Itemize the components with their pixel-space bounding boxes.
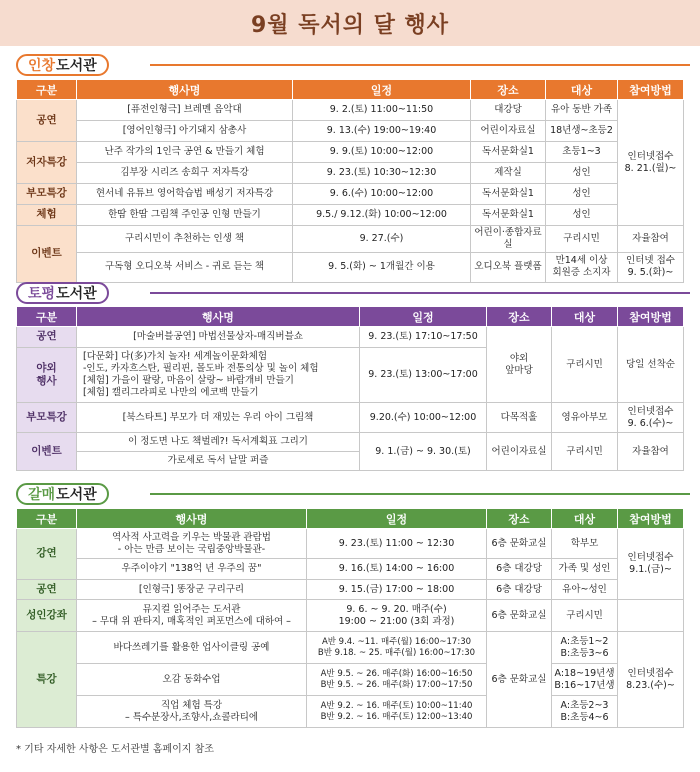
event-target: A:초등2~3 B:초등4~6 — [552, 696, 618, 728]
event-target: 만14세 이상 회원증 소지자 — [546, 252, 618, 282]
event-name: 한땀 한땀 그림책 주인공 인형 만들기 — [77, 205, 293, 226]
footnote: * 기타 자세한 사항은 도서관별 홈페이지 참조 — [16, 744, 214, 755]
table-header-row — [17, 509, 684, 529]
event-date: 9. 1.(금) ~ 9. 30.(토) — [360, 433, 487, 471]
event-place: 6층 대강당 — [487, 559, 552, 580]
event-date: 9. 23.(토) 11:00 ~ 12:30 — [307, 529, 487, 559]
event-target: 구리시민 — [552, 433, 618, 471]
event-target: 성인 — [546, 184, 618, 205]
table-row — [17, 403, 684, 433]
header-date: 일정 — [307, 509, 487, 529]
category-cell: 공연 — [17, 580, 77, 600]
event-date: 9. 16.(토) 14:00 ~ 16:00 — [307, 559, 487, 580]
library-name-highlight: 토평 — [28, 286, 56, 302]
event-method: 자율참여 — [618, 433, 684, 471]
table-row — [17, 205, 684, 226]
table-header-row — [17, 80, 684, 100]
event-name: [마술버블공연] 마법선물상자-매직버블쇼 — [77, 327, 360, 348]
header-event: 행사명 — [77, 80, 293, 100]
event-name: [인형극] 똥장군 구리구리 — [77, 580, 307, 600]
event-date: 9. 23.(토) 17:10~17:50 — [360, 327, 487, 348]
event-name: 바다쓰레기를 활용한 업사이클링 공예 — [77, 632, 307, 664]
event-date: 9. 6. ~ 9. 20. 매주(수) 19:00 ~ 21:00 (3회 과정) — [307, 600, 487, 632]
event-date: A반 9.4. ~11. 매주(월) 16:00~17:30 B반 9.18. ~ 25. 매주(월) 16:00~17:30 — [307, 632, 487, 664]
event-place: 독서문화실1 — [471, 205, 546, 226]
header-category: 구분 — [17, 80, 77, 100]
event-target: A:18~19년생 B:16~17년생 — [552, 664, 618, 696]
header-category: 구분 — [17, 509, 77, 529]
event-place: 야외 앞마당 — [487, 327, 552, 403]
event-target: 구리시민 — [546, 226, 618, 253]
event-name: 오감 동화수업 — [77, 664, 307, 696]
event-target: 유아 동반 가족 — [546, 100, 618, 121]
category-cell: 성인강좌 — [17, 600, 77, 632]
event-place: 독서문화실1 — [471, 184, 546, 205]
header-date: 일정 — [360, 307, 487, 327]
event-name: [퓨전인형극] 브레멘 음악대 — [77, 100, 293, 121]
event-target: 구리시민 — [552, 327, 618, 403]
event-date: 9. 13.(수) 19:00~19:40 — [293, 121, 471, 142]
page-title: 9월 독서의 달 행사 — [250, 12, 450, 38]
event-name: 이 정도면 나도 책벌레?! 독서계획표 그리기 — [77, 433, 360, 452]
event-date: 9. 2.(토) 11:00~11:50 — [293, 100, 471, 121]
event-date: 9.20.(수) 10:00~12:00 — [360, 403, 487, 433]
table-row — [17, 184, 684, 205]
event-target: 학부모 — [552, 529, 618, 559]
category-cell: 저자특강 — [17, 142, 77, 184]
event-date: 9. 23.(토) 13:00~17:00 — [360, 348, 487, 403]
event-target: 가족 및 성인 — [552, 559, 618, 580]
event-place: 6층 대강당 — [487, 580, 552, 600]
event-name: 우주이야기 "138억 년 우주의 꿈" — [77, 559, 307, 580]
header-date: 일정 — [293, 80, 471, 100]
event-name: 구리시민이 추천하는 인생 책 — [77, 226, 293, 253]
library-name-suffix: 도서관 — [56, 286, 97, 302]
event-date: A반 9.2. ~ 16. 매주(토) 10:00~11:40 B반 9.2. ~ 16. 매주(토) 12:00~13:40 — [307, 696, 487, 728]
event-method: 자율참여 — [618, 226, 684, 253]
header-target: 대상 — [552, 509, 618, 529]
event-date: 9. 23.(토) 10:30~12:30 — [293, 163, 471, 184]
title-banner — [0, 0, 700, 46]
category-cell: 이벤트 — [17, 226, 77, 283]
table-row — [17, 580, 684, 600]
table-row — [17, 100, 684, 121]
event-place: 6층 문화교실 — [487, 529, 552, 559]
event-name: 가로세로 독서 낱말 퍼즐 — [77, 452, 360, 471]
library-label-topyeong — [16, 282, 109, 304]
table-row — [17, 121, 684, 142]
event-method: 인터넷접수 9. 6.(수)~ — [618, 403, 684, 433]
event-place: 6층 문화교실 — [487, 632, 552, 728]
category-cell: 부모특강 — [17, 184, 77, 205]
table-row — [17, 696, 684, 728]
table-row — [17, 664, 684, 696]
event-name: 직업 체험 특강 – 특수분장사,조향사,쇼콜라티에 — [77, 696, 307, 728]
library-name-highlight: 갈매 — [28, 487, 56, 503]
event-date: A반 9.5. ~ 26. 매주(화) 16:00~16:50 B반 9.5. ~ 26. 매주(화) 17:00~17:50 — [307, 664, 487, 696]
event-target: 유아~성인 — [552, 580, 618, 600]
event-place: 오디오북 플랫폼 — [471, 252, 546, 282]
table-row — [17, 163, 684, 184]
event-name: 뮤지컬 읽어주는 도서관 – 무대 위 판타지, 매혹적인 퍼포먼스에 대하여 – — [77, 600, 307, 632]
inchang-schedule-table — [16, 79, 684, 283]
category-cell: 야외 행사 — [17, 348, 77, 403]
event-target: A:초등1~2 B:초등3~6 — [552, 632, 618, 664]
table-row — [17, 433, 684, 452]
event-method: 인터넷접수 9.1.(금)~ — [618, 529, 684, 600]
event-name: 난주 작가의 1인극 공연 & 만들기 체험 — [77, 142, 293, 163]
table-row — [17, 559, 684, 580]
table-header-row — [17, 307, 684, 327]
event-place: 다목적홀 — [487, 403, 552, 433]
table-row — [17, 632, 684, 664]
event-target: 성인 — [546, 163, 618, 184]
table-row — [17, 327, 684, 348]
event-method: 인터넷접수 8.23.(수)~ — [618, 632, 684, 728]
event-name: [영어인형극] 아기돼지 삼총사 — [77, 121, 293, 142]
event-name: 김부장 시리즈 송희구 저자특강 — [77, 163, 293, 184]
section-divider — [150, 493, 690, 495]
event-name: 현서네 유튜브 영어학습법 배성기 저자특강 — [77, 184, 293, 205]
table-row — [17, 252, 684, 282]
event-method: 당일 선착순 — [618, 327, 684, 403]
header-target: 대상 — [546, 80, 618, 100]
event-date: 9. 27.(수) — [293, 226, 471, 253]
event-target: 18년생~초등2 — [546, 121, 618, 142]
library-name-suffix: 도서관 — [56, 58, 97, 74]
header-place: 장소 — [487, 307, 552, 327]
event-place: 어린이자료실 — [487, 433, 552, 471]
section-divider — [150, 64, 690, 66]
topyeong-schedule-table — [16, 306, 684, 471]
category-cell: 체험 — [17, 205, 77, 226]
galmae-schedule-table — [16, 508, 684, 728]
header-event: 행사명 — [77, 307, 360, 327]
header-target: 대상 — [552, 307, 618, 327]
event-date: 9. 6.(수) 10:00~12:00 — [293, 184, 471, 205]
table-row — [17, 226, 684, 253]
event-target: 초등1~3 — [546, 142, 618, 163]
table-row — [17, 529, 684, 559]
library-name-suffix: 도서관 — [56, 487, 97, 503]
event-date: 9.5./ 9.12.(화) 10:00~12:00 — [293, 205, 471, 226]
library-label-galmae — [16, 483, 109, 505]
header-event: 행사명 — [77, 509, 307, 529]
category-cell: 강연 — [17, 529, 77, 580]
event-name: [다문화] 다(多)가치 놀자! 세계놀이문화체험 -인도, 카자흐스탄, 필리핀, 몰도바 전통의상 및 놀이 체험 [체험] 가을이 팔랑, 마음이 살랑~ 바람개비 만들기 [체험] 캘리그라피로 나만의 에코백 만들기 — [77, 348, 360, 403]
event-place: 제작실 — [471, 163, 546, 184]
category-cell: 공연 — [17, 327, 77, 348]
header-method: 참여방법 — [618, 307, 684, 327]
category-cell: 특강 — [17, 632, 77, 728]
table-row — [17, 142, 684, 163]
header-place: 장소 — [487, 509, 552, 529]
event-name: [북스타트] 부모가 더 재밌는 우리 아이 그림책 — [77, 403, 360, 433]
event-method: 인터넷 접수 9. 5.(화)~ — [618, 252, 684, 282]
event-target: 성인 — [546, 205, 618, 226]
table-row — [17, 600, 684, 632]
event-target: 구리시민 — [552, 600, 618, 632]
library-name-highlight: 인창 — [28, 58, 56, 74]
section-divider — [150, 292, 690, 294]
event-place: 대강당 — [471, 100, 546, 121]
event-date: 9. 15.(금) 17:00 ~ 18:00 — [307, 580, 487, 600]
header-place: 장소 — [471, 80, 546, 100]
category-cell: 이벤트 — [17, 433, 77, 471]
event-target: 영유아부모 — [552, 403, 618, 433]
event-method — [618, 600, 684, 632]
event-date: 9. 9.(토) 10:00~12:00 — [293, 142, 471, 163]
category-cell: 공연 — [17, 100, 77, 142]
event-name: 구독형 오디오북 서비스 - 귀로 듣는 책 — [77, 252, 293, 282]
header-method: 참여방법 — [618, 509, 684, 529]
library-label-inchang — [16, 54, 109, 76]
event-place: 어린이자료실 — [471, 121, 546, 142]
event-date: 9. 5.(화) ~ 1개월간 이용 — [293, 252, 471, 282]
event-name: 역사적 사고력을 키우는 박물관 관람법 - 아는 만큼 보이는 국립중앙박물관- — [77, 529, 307, 559]
category-cell: 부모특강 — [17, 403, 77, 433]
event-place: 독서문화실1 — [471, 142, 546, 163]
event-place: 어린이·종합자료실 — [471, 226, 546, 253]
header-method: 참여방법 — [618, 80, 684, 100]
event-place: 6층 문화교실 — [487, 600, 552, 632]
header-category: 구분 — [17, 307, 77, 327]
event-method: 인터넷접수 8. 21.(월)~ — [618, 100, 684, 226]
